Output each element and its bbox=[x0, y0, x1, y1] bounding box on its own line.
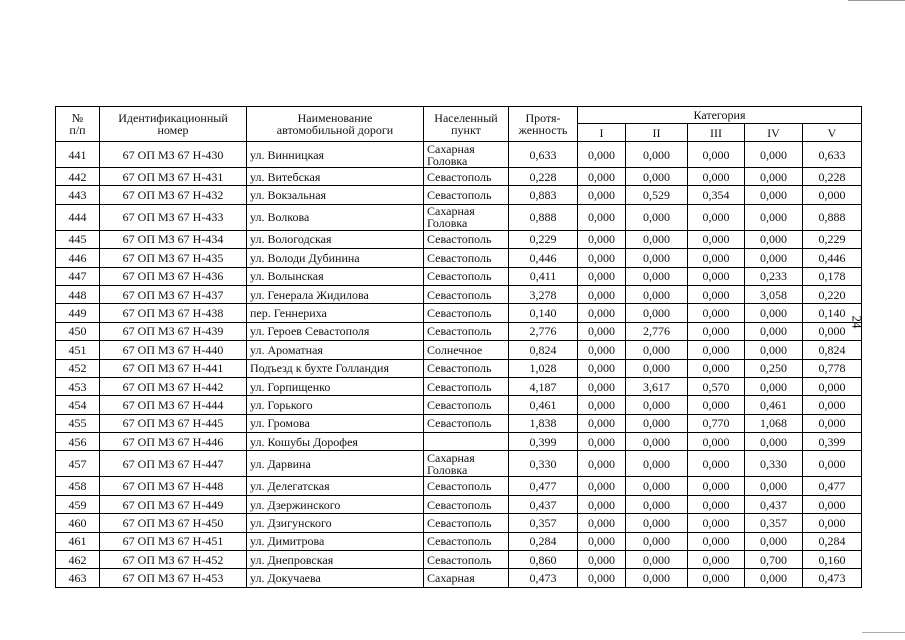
row-number: 463 bbox=[56, 569, 100, 587]
row-locality: Севастополь bbox=[424, 359, 509, 377]
row-identifier: 67 ОП МЗ 67 Н-453 bbox=[100, 569, 247, 587]
row-category-4: 0,000 bbox=[745, 377, 803, 395]
row-road-name: ул. Винницкая bbox=[247, 142, 424, 168]
row-number: 456 bbox=[56, 433, 100, 451]
row-locality bbox=[424, 433, 509, 451]
row-category-1: 0,000 bbox=[578, 514, 626, 532]
row-length: 0,477 bbox=[509, 477, 578, 495]
row-road-name: ул. Волкова bbox=[247, 204, 424, 230]
row-category-4: 0,000 bbox=[745, 142, 803, 168]
page-number: 24 bbox=[849, 315, 865, 329]
header-cat-3: III bbox=[688, 124, 745, 142]
row-category-2: 0,000 bbox=[626, 204, 688, 230]
row-category-5: 0,000 bbox=[803, 377, 862, 395]
row-category-3: 0,354 bbox=[688, 186, 745, 204]
row-category-4: 0,000 bbox=[745, 341, 803, 359]
row-number: 460 bbox=[56, 514, 100, 532]
table-row bbox=[56, 396, 862, 414]
row-category-3: 0,000 bbox=[688, 359, 745, 377]
row-length: 1,028 bbox=[509, 359, 578, 377]
row-locality: Севастополь bbox=[424, 304, 509, 322]
row-identifier: 67 ОП МЗ 67 Н-445 bbox=[100, 414, 247, 432]
table-row bbox=[56, 186, 862, 204]
row-category-3: 0,000 bbox=[688, 495, 745, 513]
row-category-3: 0,000 bbox=[688, 285, 745, 303]
row-number: 448 bbox=[56, 285, 100, 303]
row-length: 0,330 bbox=[509, 451, 578, 477]
header-num-line1: № bbox=[71, 111, 84, 125]
table-row bbox=[56, 359, 862, 377]
row-category-2: 0,529 bbox=[626, 186, 688, 204]
row-category-3: 0,000 bbox=[688, 322, 745, 340]
row-category-1: 0,000 bbox=[578, 186, 626, 204]
row-length: 0,399 bbox=[509, 433, 578, 451]
row-locality: Севастополь bbox=[424, 285, 509, 303]
row-number: 446 bbox=[56, 249, 100, 267]
row-length: 0,824 bbox=[509, 341, 578, 359]
row-category-1: 0,000 bbox=[578, 142, 626, 168]
row-locality: Севастополь bbox=[424, 414, 509, 432]
row-category-3: 0,000 bbox=[688, 451, 745, 477]
row-road-name: ул. Ароматная bbox=[247, 341, 424, 359]
row-length: 0,411 bbox=[509, 267, 578, 285]
row-category-5: 0,000 bbox=[803, 514, 862, 532]
header-cat-5: V bbox=[803, 124, 862, 142]
row-category-4: 0,000 bbox=[745, 249, 803, 267]
row-category-2: 0,000 bbox=[626, 532, 688, 550]
row-category-1: 0,000 bbox=[578, 230, 626, 248]
row-category-2: 0,000 bbox=[626, 168, 688, 186]
row-category-2: 0,000 bbox=[626, 341, 688, 359]
row-category-3: 0,000 bbox=[688, 230, 745, 248]
row-category-3: 0,000 bbox=[688, 396, 745, 414]
row-category-4: 0,461 bbox=[745, 396, 803, 414]
row-identifier: 67 ОП МЗ 67 Н-441 bbox=[100, 359, 247, 377]
row-number: 452 bbox=[56, 359, 100, 377]
row-category-4: 0,000 bbox=[745, 569, 803, 587]
row-category-3: 0,000 bbox=[688, 532, 745, 550]
row-road-name: ул. Димитрова bbox=[247, 532, 424, 550]
row-category-2: 0,000 bbox=[626, 495, 688, 513]
row-number: 451 bbox=[56, 341, 100, 359]
row-locality: Севастополь bbox=[424, 396, 509, 414]
table-row bbox=[56, 230, 862, 248]
row-identifier: 67 ОП МЗ 67 Н-433 bbox=[100, 204, 247, 230]
header-cat-1: I bbox=[578, 124, 626, 142]
header-id-line1: Идентификационный bbox=[118, 111, 228, 125]
row-identifier: 67 ОП МЗ 67 Н-431 bbox=[100, 168, 247, 186]
row-category-4: 0,233 bbox=[745, 267, 803, 285]
row-length: 1,838 bbox=[509, 414, 578, 432]
row-category-4: 0,357 bbox=[745, 514, 803, 532]
row-category-5: 0,220 bbox=[803, 285, 862, 303]
table-row bbox=[56, 532, 862, 550]
row-category-3: 0,770 bbox=[688, 414, 745, 432]
row-category-4: 0,000 bbox=[745, 186, 803, 204]
row-category-4: 0,000 bbox=[745, 304, 803, 322]
row-number: 447 bbox=[56, 267, 100, 285]
row-category-5: 0,000 bbox=[803, 322, 862, 340]
table-row bbox=[56, 249, 862, 267]
row-identifier: 67 ОП МЗ 67 Н-438 bbox=[100, 304, 247, 322]
row-road-name: ул. Делегатская bbox=[247, 477, 424, 495]
row-category-1: 0,000 bbox=[578, 532, 626, 550]
row-category-5: 0,140 bbox=[803, 304, 862, 322]
row-identifier: 67 ОП МЗ 67 Н-434 bbox=[100, 230, 247, 248]
row-category-3: 0,000 bbox=[688, 433, 745, 451]
row-category-2: 0,000 bbox=[626, 514, 688, 532]
row-locality: Сахарная bbox=[424, 569, 509, 587]
row-category-5: 0,284 bbox=[803, 532, 862, 550]
row-length: 2,776 bbox=[509, 322, 578, 340]
row-length: 0,229 bbox=[509, 230, 578, 248]
row-category-1: 0,000 bbox=[578, 322, 626, 340]
row-category-5: 0,178 bbox=[803, 267, 862, 285]
row-identifier: 67 ОП МЗ 67 Н-439 bbox=[100, 322, 247, 340]
row-number: 441 bbox=[56, 142, 100, 168]
row-number: 444 bbox=[56, 204, 100, 230]
row-locality: Сахарная Головка bbox=[424, 142, 509, 168]
row-number: 462 bbox=[56, 551, 100, 569]
row-category-1: 0,000 bbox=[578, 267, 626, 285]
row-category-5: 0,824 bbox=[803, 341, 862, 359]
table-row bbox=[56, 341, 862, 359]
table-header bbox=[56, 107, 862, 142]
roads-table bbox=[55, 106, 862, 588]
row-category-1: 0,000 bbox=[578, 451, 626, 477]
header-num-line2: п/п bbox=[69, 123, 86, 137]
row-category-1: 0,000 bbox=[578, 433, 626, 451]
table-row bbox=[56, 322, 862, 340]
table-row bbox=[56, 142, 862, 168]
row-locality: Севастополь bbox=[424, 477, 509, 495]
row-road-name: ул. Дзигунского bbox=[247, 514, 424, 532]
row-category-5: 0,477 bbox=[803, 477, 862, 495]
row-category-2: 0,000 bbox=[626, 414, 688, 432]
row-category-3: 0,000 bbox=[688, 267, 745, 285]
row-category-1: 0,000 bbox=[578, 285, 626, 303]
row-number: 459 bbox=[56, 495, 100, 513]
row-locality: Севастополь bbox=[424, 168, 509, 186]
row-category-3: 0,000 bbox=[688, 514, 745, 532]
row-category-4: 0,250 bbox=[745, 359, 803, 377]
row-category-2: 0,000 bbox=[626, 396, 688, 414]
row-identifier: 67 ОП МЗ 67 Н-440 bbox=[100, 341, 247, 359]
row-category-4: 0,000 bbox=[745, 433, 803, 451]
table-row bbox=[56, 377, 862, 395]
row-length: 0,633 bbox=[509, 142, 578, 168]
table-row bbox=[56, 285, 862, 303]
row-category-5: 0,000 bbox=[803, 186, 862, 204]
row-category-1: 0,000 bbox=[578, 341, 626, 359]
row-category-2: 0,000 bbox=[626, 230, 688, 248]
row-locality: Севастополь bbox=[424, 377, 509, 395]
row-locality: Севастополь bbox=[424, 495, 509, 513]
row-category-1: 0,000 bbox=[578, 377, 626, 395]
row-category-3: 0,000 bbox=[688, 142, 745, 168]
row-category-5: 0,160 bbox=[803, 551, 862, 569]
row-locality: Севастополь bbox=[424, 551, 509, 569]
row-category-4: 0,437 bbox=[745, 495, 803, 513]
row-category-1: 0,000 bbox=[578, 495, 626, 513]
row-length: 0,140 bbox=[509, 304, 578, 322]
row-category-3: 0,000 bbox=[688, 341, 745, 359]
row-number: 449 bbox=[56, 304, 100, 322]
row-locality: Севастополь bbox=[424, 249, 509, 267]
row-length: 3,278 bbox=[509, 285, 578, 303]
row-locality: Севастополь bbox=[424, 230, 509, 248]
header-num bbox=[56, 107, 100, 142]
row-locality: Севастополь bbox=[424, 267, 509, 285]
row-number: 458 bbox=[56, 477, 100, 495]
row-category-2: 0,000 bbox=[626, 304, 688, 322]
row-road-name: ул. Горпищенко bbox=[247, 377, 424, 395]
row-length: 0,357 bbox=[509, 514, 578, 532]
row-category-2: 0,000 bbox=[626, 267, 688, 285]
row-category-1: 0,000 bbox=[578, 204, 626, 230]
header-name-line1: Наименование bbox=[297, 111, 373, 125]
table-row bbox=[56, 433, 862, 451]
header-name bbox=[247, 107, 424, 142]
row-road-name: ул. Вологодская bbox=[247, 230, 424, 248]
row-identifier: 67 ОП МЗ 67 Н-432 bbox=[100, 186, 247, 204]
table-row bbox=[56, 569, 862, 587]
row-category-1: 0,000 bbox=[578, 168, 626, 186]
row-identifier: 67 ОП МЗ 67 Н-449 bbox=[100, 495, 247, 513]
row-category-3: 0,000 bbox=[688, 249, 745, 267]
row-identifier: 67 ОП МЗ 67 Н-442 bbox=[100, 377, 247, 395]
row-length: 0,860 bbox=[509, 551, 578, 569]
row-category-1: 0,000 bbox=[578, 477, 626, 495]
row-identifier: 67 ОП МЗ 67 Н-437 bbox=[100, 285, 247, 303]
header-length-line1: Протя- bbox=[525, 111, 561, 125]
row-length: 0,473 bbox=[509, 569, 578, 587]
row-road-name: пер. Геннериха bbox=[247, 304, 424, 322]
row-number: 445 bbox=[56, 230, 100, 248]
row-identifier: 67 ОП МЗ 67 Н-436 bbox=[100, 267, 247, 285]
row-locality: Сахарная Головка bbox=[424, 204, 509, 230]
row-category-2: 0,000 bbox=[626, 569, 688, 587]
row-category-2: 0,000 bbox=[626, 359, 688, 377]
row-number: 455 bbox=[56, 414, 100, 432]
row-category-5: 0,229 bbox=[803, 230, 862, 248]
table-row bbox=[56, 304, 862, 322]
row-category-4: 0,000 bbox=[745, 204, 803, 230]
row-road-name: Подъезд к бухте Голландия bbox=[247, 359, 424, 377]
header-length-line2: женность bbox=[518, 123, 568, 137]
table-row bbox=[56, 204, 862, 230]
row-locality: Севастополь bbox=[424, 514, 509, 532]
row-category-5: 0,000 bbox=[803, 414, 862, 432]
row-category-4: 1,068 bbox=[745, 414, 803, 432]
header-id bbox=[100, 107, 247, 142]
row-category-4: 0,000 bbox=[745, 477, 803, 495]
row-locality: Севастополь bbox=[424, 186, 509, 204]
row-number: 443 bbox=[56, 186, 100, 204]
header-place bbox=[424, 107, 509, 142]
row-road-name: ул. Героев Севастополя bbox=[247, 322, 424, 340]
table-row bbox=[56, 414, 862, 432]
row-length: 0,446 bbox=[509, 249, 578, 267]
header-cat-2: II bbox=[626, 124, 688, 142]
row-category-5: 0,446 bbox=[803, 249, 862, 267]
row-identifier: 67 ОП МЗ 67 Н-447 bbox=[100, 451, 247, 477]
table-row bbox=[56, 551, 862, 569]
page-edge-line bbox=[848, 0, 905, 1]
row-road-name: ул. Громова bbox=[247, 414, 424, 432]
row-category-2: 0,000 bbox=[626, 551, 688, 569]
row-length: 0,437 bbox=[509, 495, 578, 513]
row-category-2: 0,000 bbox=[626, 285, 688, 303]
row-category-1: 0,000 bbox=[578, 249, 626, 267]
row-road-name: ул. Волынская bbox=[247, 267, 424, 285]
row-identifier: 67 ОП МЗ 67 Н-452 bbox=[100, 551, 247, 569]
row-identifier: 67 ОП МЗ 67 Н-450 bbox=[100, 514, 247, 532]
row-category-5: 0,000 bbox=[803, 396, 862, 414]
row-category-1: 0,000 bbox=[578, 551, 626, 569]
header-cat-4: IV bbox=[745, 124, 803, 142]
row-category-3: 0,000 bbox=[688, 168, 745, 186]
row-road-name: ул. Витебская bbox=[247, 168, 424, 186]
table-row bbox=[56, 168, 862, 186]
table-row bbox=[56, 477, 862, 495]
row-category-1: 0,000 bbox=[578, 304, 626, 322]
row-category-4: 0,000 bbox=[745, 230, 803, 248]
row-locality: Севастополь bbox=[424, 322, 509, 340]
row-category-3: 0,000 bbox=[688, 551, 745, 569]
row-category-2: 0,000 bbox=[626, 433, 688, 451]
row-category-4: 0,000 bbox=[745, 322, 803, 340]
row-category-3: 0,000 bbox=[688, 569, 745, 587]
row-category-5: 0,000 bbox=[803, 451, 862, 477]
row-category-2: 3,617 bbox=[626, 377, 688, 395]
row-category-4: 0,700 bbox=[745, 551, 803, 569]
row-road-name: ул. Горького bbox=[247, 396, 424, 414]
header-place-line1: Населенный bbox=[434, 111, 498, 125]
row-road-name: ул. Вокзальная bbox=[247, 186, 424, 204]
row-locality: Солнечное bbox=[424, 341, 509, 359]
table-body bbox=[56, 142, 862, 588]
row-road-name: ул. Генерала Жидилова bbox=[247, 285, 424, 303]
row-category-1: 0,000 bbox=[578, 569, 626, 587]
header-place-line2: пункт bbox=[451, 123, 481, 137]
row-number: 457 bbox=[56, 451, 100, 477]
header-name-line2: автомобильной дороги bbox=[276, 123, 394, 137]
row-category-3: 0,000 bbox=[688, 304, 745, 322]
row-road-name: ул. Дарвина bbox=[247, 451, 424, 477]
row-identifier: 67 ОП МЗ 67 Н-444 bbox=[100, 396, 247, 414]
row-number: 453 bbox=[56, 377, 100, 395]
row-category-5: 0,000 bbox=[803, 495, 862, 513]
row-length: 0,883 bbox=[509, 186, 578, 204]
row-identifier: 67 ОП МЗ 67 Н-451 bbox=[100, 532, 247, 550]
row-category-1: 0,000 bbox=[578, 359, 626, 377]
row-category-4: 0,000 bbox=[745, 168, 803, 186]
row-number: 450 bbox=[56, 322, 100, 340]
row-category-2: 0,000 bbox=[626, 142, 688, 168]
row-length: 0,284 bbox=[509, 532, 578, 550]
row-number: 461 bbox=[56, 532, 100, 550]
row-number: 454 bbox=[56, 396, 100, 414]
row-category-4: 0,330 bbox=[745, 451, 803, 477]
row-road-name: ул. Кошубы Дорофея bbox=[247, 433, 424, 451]
row-identifier: 67 ОП МЗ 67 Н-446 bbox=[100, 433, 247, 451]
row-identifier: 67 ОП МЗ 67 Н-430 bbox=[100, 142, 247, 168]
row-number: 442 bbox=[56, 168, 100, 186]
row-category-5: 0,399 bbox=[803, 433, 862, 451]
row-category-3: 0,000 bbox=[688, 477, 745, 495]
row-road-name: ул. Дзержинского bbox=[247, 495, 424, 513]
row-identifier: 67 ОП МЗ 67 Н-448 bbox=[100, 477, 247, 495]
row-length: 0,228 bbox=[509, 168, 578, 186]
row-length: 0,888 bbox=[509, 204, 578, 230]
table-row bbox=[56, 495, 862, 513]
row-category-2: 0,000 bbox=[626, 451, 688, 477]
row-category-4: 3,058 bbox=[745, 285, 803, 303]
row-category-2: 0,000 bbox=[626, 249, 688, 267]
row-category-5: 0,633 bbox=[803, 142, 862, 168]
row-category-1: 0,000 bbox=[578, 414, 626, 432]
header-length bbox=[509, 107, 578, 142]
row-category-5: 0,778 bbox=[803, 359, 862, 377]
row-locality: Севастополь bbox=[424, 532, 509, 550]
row-length: 0,461 bbox=[509, 396, 578, 414]
row-category-5: 0,228 bbox=[803, 168, 862, 186]
row-road-name: ул. Докучаева bbox=[247, 569, 424, 587]
header-category: Категория bbox=[578, 107, 862, 124]
row-road-name: ул. Володи Дубинина bbox=[247, 249, 424, 267]
header-id-line2: номер bbox=[157, 123, 189, 137]
row-category-5: 0,473 bbox=[803, 569, 862, 587]
row-category-4: 0,000 bbox=[745, 532, 803, 550]
row-category-5: 0,888 bbox=[803, 204, 862, 230]
table-row bbox=[56, 451, 862, 477]
row-category-2: 2,776 bbox=[626, 322, 688, 340]
page-edge-line-bottom bbox=[862, 632, 905, 633]
row-category-3: 0,570 bbox=[688, 377, 745, 395]
row-category-1: 0,000 bbox=[578, 396, 626, 414]
table-row bbox=[56, 267, 862, 285]
row-road-name: ул. Днепровская bbox=[247, 551, 424, 569]
row-identifier: 67 ОП МЗ 67 Н-435 bbox=[100, 249, 247, 267]
row-category-2: 0,000 bbox=[626, 477, 688, 495]
table-row bbox=[56, 514, 862, 532]
row-category-3: 0,000 bbox=[688, 204, 745, 230]
row-length: 4,187 bbox=[509, 377, 578, 395]
row-locality: Сахарная Головка bbox=[424, 451, 509, 477]
